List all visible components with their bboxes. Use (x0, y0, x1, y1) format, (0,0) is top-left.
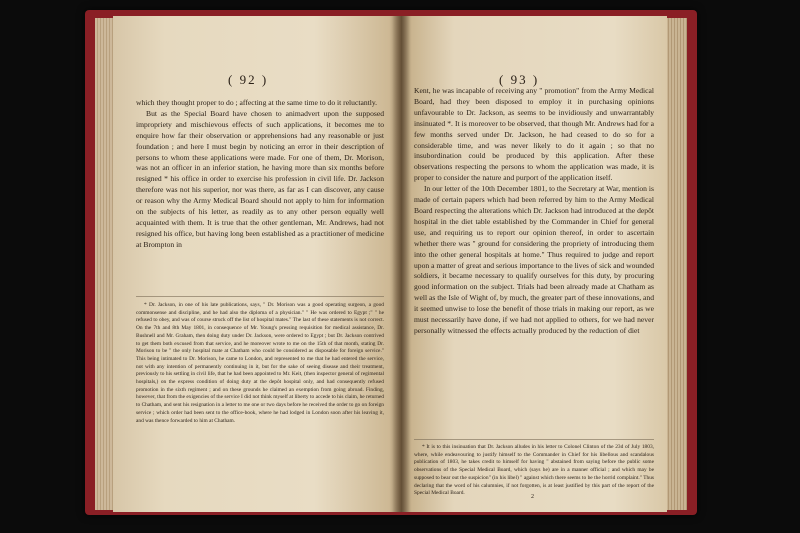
paragraph: But as the Special Board have chosen to animadvert upon the supposed impropriety and mischievous effects of such applications, it becomes me to enquire how far their observation or apprehensions had any reasonable or just foundation ; and here I must begin by noticing an error in their description of persons to whom these applications were made. For one of them, Dr. Morison, was not an officer in an inferior station, he having more than six months before resigned * his office in order to exercise his profession in civil life. Dr. Jackson therefore was not his superior, nor was there, as far as I can discover, any cause or reason why the Army Medical Board should not apply to him for information on the subjects of his letter, as readily as to any other person equally well acquainted with them. It is true that the other gentleman, Mr. Andrews, had not resigned his office, but having long been established as a practitioner of medicine at Brompton in (136, 108, 384, 249)
footnote (414, 444, 654, 498)
page-body (136, 98, 384, 251)
footnote-paragraph: * It is to this insinuation that Dr. Jackson alludes in his letter to Colonel Clinton of the 23d of July 1803, where, while endeavouring to justify himself to the Commander in Chief for his libellous and scandalous publication of 1803, he takes credit to himself for having " abstained from saying before the public some observations of the Special Medical Board, which (says he) are in a manner official ; and which may be supposed to bear out the suspicion" (in his libel) " against which there seems to be the horrid complaint." Thus declaring that the word of his calumnies, if not forgotten, is at least justified by this part of the report of the Special Medical Board. (414, 444, 654, 497)
paragraph: In our letter of the 10th December 1801, to the Secretary at War, mention is made of certain papers which had been referred by him to the Army Medical Board respecting the alterations which Dr. Jackson had introduced at the depôt hospital in the diet table established by the Commander in Chief for general use, and requiring us to report our opinion thereof, in order to ascertain whether there was " ground for considering the propriety of introducing them into the other general hospitals at home." Thus required to judge and report upon a matter of great and serious importance to the lives of sick and wounded soldiers, it became necessary to qualify ourselves for this duty, by procuring good information on the subject. Trials had been already made at Chatham as well as the Isle of Wight of, by much, the greater part of these innovations, and it seemed unwise to lose the benefit of those trials in making our report, as we must necessarily have done, if we had not applied to others, for we had never personally witnessed the effects actually produced by the reduction of diet (414, 184, 654, 335)
right-page (401, 16, 667, 512)
page-number: ( 93 ) (499, 72, 540, 87)
paragraph: Kent, he was incapable of receiving any " promotion" from the Army Medical Board, had they been disposed to employ it in purchasing opinions unfavourable to Dr. Jackson, as seems to be invidiously and unwarrantably insinuated *. It is moreover to be observed, that though Mr. Andrews had for a few months served under Dr. Jackson, he had ceased to do so for a considerable time, and was never likely to do it again ; so that no insubordination could be produced by this application. After these observations respecting the persons to whom the application was made, it is proper to consider the nature and purport of the application itself. (414, 86, 654, 183)
signature-mark: 2 (531, 494, 534, 500)
footnote (136, 302, 384, 425)
paragraph: which they thought proper to do ; affecting at the same time to do it reluctantly. (136, 98, 378, 107)
footnote-paragraph: * Dr. Jackson, in one of his late publications, says, " Dr. Morison was a good operating surgeon, a good commonsense and discipline, and he had also the diploma of a physician." " He was ordered to Egypt ;" " he refused to obey, and was of course struck off the list of hospital mates." The last of these statements is not correct. On the 7th and 8th May 1801, in consequence of Mr. Young's pressing requisition for medical assistance, Dr. Bushnell and Mr. Graham, then doing duty under Dr. Jackson, were ordered to Egypt ; but Dr. Jackson contrived to get them both excused from that service, and he moreover wrote to me on the 15th of that month, stating Dr. Morison to be " the only hospital mate at Chatham who could be considered as disposable for foreign service." This being intimated to Dr. Morison, he came to London, and represented to me that he had entered the service, not with any intention of permanently continuing in it, but for the sake of seeing disease and their treatment, previously to his settling in civil life, that he had been appointed to Mr. Keit, (then inspector general of regimental hospitals,) on the express condition of doing duty at the depôt hospital only, and had consequently refused promotion in the sixth regiment ; and on these grounds he claimed an exemption from going abroad. Finding, however, that from the exigencies of the service I did not think myself at liberty to accede to his claim, he returned to Chatham, and sent his resignation in a letter to me one or two days before he received the order to go on foreign service ; which order had been sent to the office-book, where he had lodged in London soon after his leaving it, and was thence forwarded to him at Chatham. (136, 302, 384, 424)
gutter-shadow (392, 16, 410, 512)
footnote-rule (136, 296, 384, 297)
left-page (113, 16, 401, 512)
page-body (414, 86, 654, 337)
page-number: ( 92 ) (228, 72, 269, 87)
footnote-rule (414, 439, 654, 440)
